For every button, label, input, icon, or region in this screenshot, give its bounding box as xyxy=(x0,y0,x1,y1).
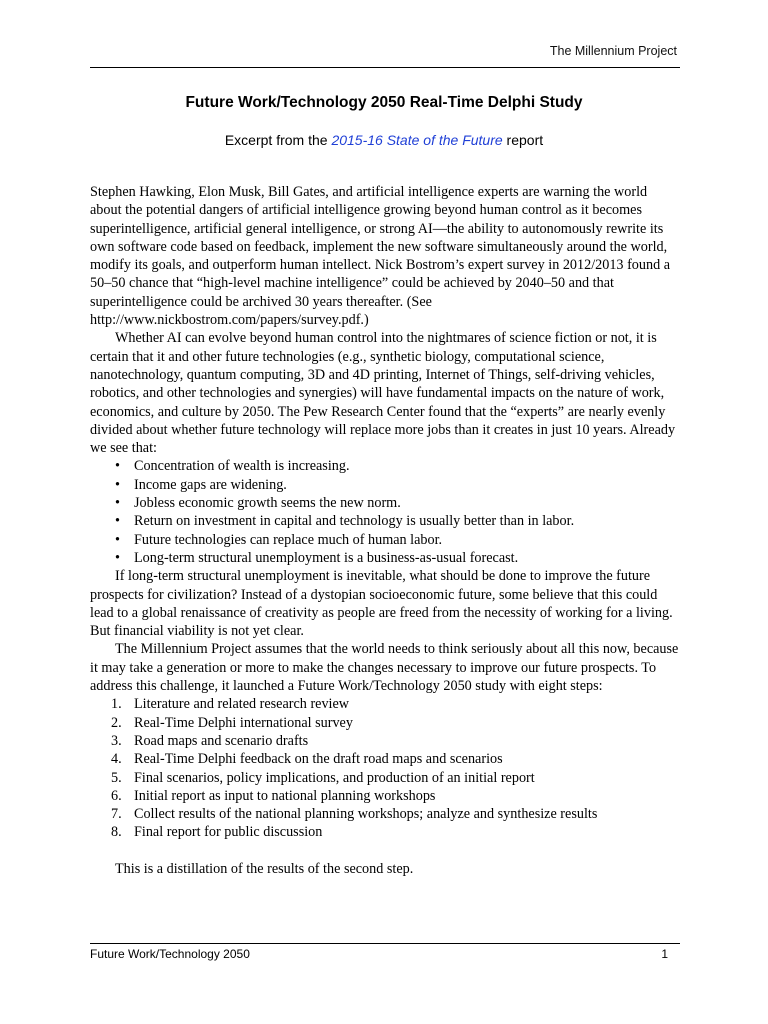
subtitle-suffix: report xyxy=(502,132,544,148)
step-number: 1. xyxy=(111,696,122,713)
step-number: 6. xyxy=(111,787,122,804)
step-text: Literature and related research review xyxy=(134,696,350,713)
paragraph-2: Whether AI can evolve beyond human control into the nightmares of science fiction or not, it is certain that it and other future technologies (e.g., synthetic biology, computational science, nanotechnology, quantum computing, 3D and 4D printing, Internet of Things, self-driving vehicles, robotics, and other technologies and synergies) will have fundamental impacts on the nature of work, economics, and culture by 2050. The Pew Research Center found that the “experts” are nearly evenly divided about whether future technology will replace more jobs than it creates in just 10 years. Already we see that: xyxy=(90,330,676,457)
step-number: 4. xyxy=(111,751,122,768)
subtitle-prefix: Excerpt from the xyxy=(224,132,332,148)
list-item: • Income gaps are widening. xyxy=(90,476,682,494)
list-item xyxy=(90,732,682,750)
paragraph-1: Stephen Hawking, Elon Musk, Bill Gates, and artificial intelligence experts are warning the world about the potential dangers of artificial intelligence growing beyond human control as it becomes superintelligence, artificial general intelligence, or strong AI—the ability to autonomously rewrite its own software code based on feedback, implement the new software simultaneously around the world, modify its goals, and outperform human intellect. Nick Bostrom’s expert survey in 2012/2013 found a 50–50 chance that “high-level machine intelligence” could be achieved by 2040–50 and that superintelligence could be archived 30 years thereafter. (See http://www.nickbostrom.com/papers/survey.pdf.) xyxy=(90,184,671,329)
page-number: 1 xyxy=(661,947,668,961)
step-number: 8. xyxy=(111,824,122,841)
step-text: Final report for public discussion xyxy=(134,824,323,841)
step-text: Collect results of the national planning workshops; analyze and synthesize results xyxy=(134,806,598,823)
paragraph-3: If long-term structural unemployment is inevitable, what should be done to improve the future prospects for civilization? Instead of a dystopian socioeconomic future, some believe that this could lead to a global renaissance of creativity as people are freed from the necessity of working for a living. But financial viability is not yet clear. xyxy=(90,568,673,640)
list-item xyxy=(90,823,682,841)
spacer xyxy=(90,842,682,860)
document-title: Future Work/Technology 2050 Real-Time Delphi Study xyxy=(185,94,583,111)
step-number: 5. xyxy=(111,769,122,786)
list-item xyxy=(90,750,682,768)
list-item xyxy=(90,695,682,713)
step-text: Road maps and scenario drafts xyxy=(134,732,309,749)
list-item: • Long-term structural unemployment is a business-as-usual forecast. xyxy=(90,549,682,567)
document-subtitle xyxy=(0,132,768,148)
list-item xyxy=(90,787,682,805)
step-text: Final scenarios, policy implications, and production of an initial report xyxy=(134,769,535,786)
trend-bullet-list xyxy=(90,457,682,567)
body-text xyxy=(90,183,682,878)
step-text: Real-Time Delphi international survey xyxy=(134,714,353,731)
list-item: • Future technologies can replace much of human labor. xyxy=(90,531,682,549)
step-text: Real-Time Delphi feedback on the draft road maps and scenarios xyxy=(134,751,503,768)
list-item: • Concentration of wealth is increasing. xyxy=(90,457,682,475)
closing-paragraph: This is a distillation of the results of the second step. xyxy=(115,860,414,877)
step-number: 2. xyxy=(111,714,122,731)
list-item: • Return on investment in capital and technology is usually better than in labor. xyxy=(90,512,682,530)
header-divider xyxy=(90,67,680,68)
list-item xyxy=(90,714,682,732)
paragraph-4: The Millennium Project assumes that the world needs to think seriously about all this now, because it may take a generation or more to make the changes necessary to improve our future prospects. To address this challenge, it launched a Future Work/Technology 2050 study with eight steps: xyxy=(90,641,679,695)
study-steps-list xyxy=(90,695,682,841)
footer-title: Future Work/Technology 2050 xyxy=(90,947,250,961)
list-item: • Jobless economic growth seems the new norm. xyxy=(90,494,682,512)
step-number: 3. xyxy=(111,732,122,749)
report-link[interactable]: 2015-16 State of the Future xyxy=(331,132,503,148)
step-text: Initial report as input to national planning workshops xyxy=(134,787,436,804)
running-header: The Millennium Project xyxy=(549,44,677,58)
step-number: 7. xyxy=(111,806,122,823)
footer-divider xyxy=(90,943,680,944)
list-item xyxy=(90,769,682,787)
list-item xyxy=(90,805,682,823)
